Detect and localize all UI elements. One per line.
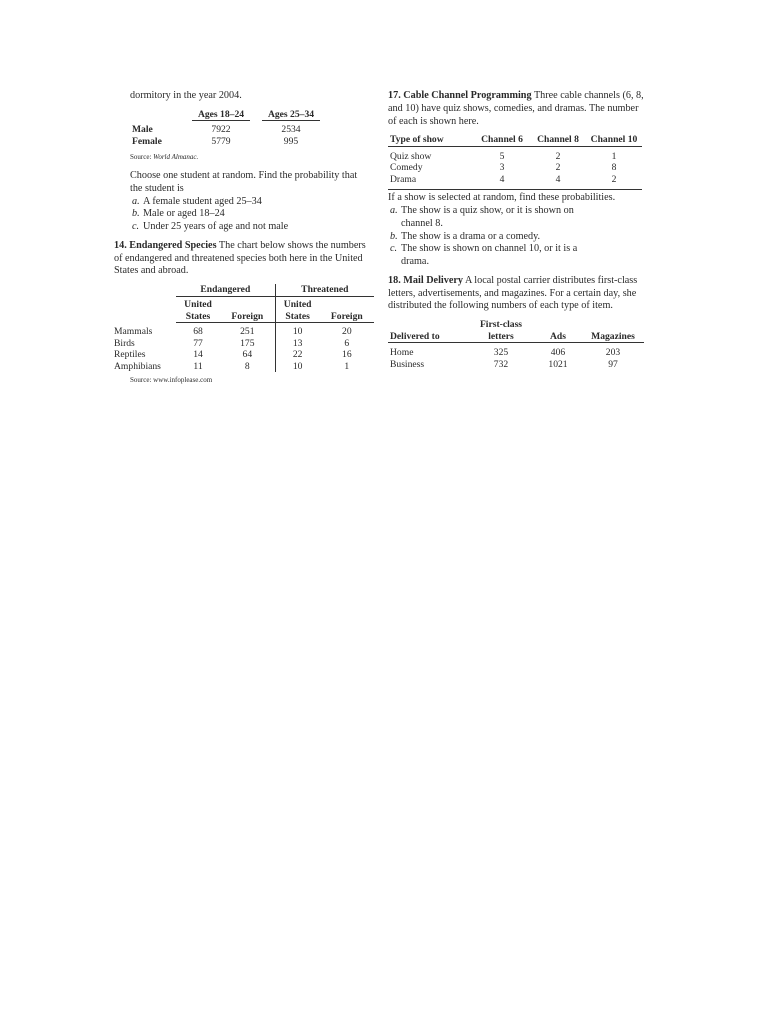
q13-prompt: Choose one student at random. Find the probability that the student is [130, 170, 358, 194]
col-header: Channel 8 [530, 134, 586, 146]
q14-heading [114, 240, 370, 278]
question-number: 14. [114, 239, 127, 251]
table-cell: 10 [275, 323, 320, 338]
question-body: The chart below shows the numbers of endangered and threatened species both here in the United States and abroad. [114, 239, 366, 277]
row-label: Home [390, 347, 414, 358]
row-label: Quiz show [390, 150, 432, 162]
table-cell: 251 [240, 326, 255, 337]
row-label: Birds [114, 337, 135, 349]
table-cell: 8 [611, 162, 617, 174]
row-label: Business [390, 358, 425, 370]
sub-header: United States [275, 299, 320, 323]
row-label: Female [132, 135, 162, 147]
table-cell: 7922 [211, 124, 231, 136]
question-number: 17. [388, 90, 401, 101]
list-item: c. The show is shown on channel 10, or it is a drama. [390, 243, 578, 267]
question-title: Mail Delivery [403, 274, 463, 286]
right-column [388, 90, 644, 370]
table-cell: 203 [605, 347, 621, 358]
list-item: b. The show is a drama or a comedy. [390, 230, 541, 242]
group-header: Threatened [275, 284, 374, 296]
table-cell: 325 [493, 347, 509, 358]
q18-table [388, 319, 644, 370]
table-cell: 175 [240, 337, 255, 349]
table-cell: 5779 [211, 135, 231, 147]
table-cell: 5 [499, 150, 505, 162]
table-cell: 16 [342, 349, 352, 360]
q17-prompt: If a show is selected at random, find these probabilities. [388, 189, 642, 205]
table-cell: 4 [499, 173, 505, 185]
table-row [388, 359, 644, 371]
col-header: Channel 10 [586, 134, 642, 146]
list-item: a. A female student aged 25–34 [132, 195, 262, 207]
table-cell: 22 [275, 349, 320, 361]
q17-table [388, 134, 642, 185]
table-cell: 406 [550, 347, 566, 358]
q13-col-header: Ages 25–34 [262, 109, 320, 121]
table-cell: 68 [193, 326, 203, 337]
table-cell: 1021 [548, 358, 568, 370]
list-item: c. Under 25 years of age and not male [132, 221, 289, 232]
table-cell: 995 [283, 135, 299, 147]
table-row [388, 174, 642, 186]
source-prefix: Source: [130, 153, 154, 162]
question-title: Cable Channel Programming [403, 90, 532, 101]
table-cell: 2 [555, 150, 561, 162]
table-row [112, 338, 374, 350]
list-item: a. The show is a quiz show, or it is shown on channel 8. [390, 205, 574, 229]
col-header: Channel 6 [474, 134, 530, 146]
col-header: Magazines [582, 319, 644, 343]
table-cell: 64 [242, 349, 253, 360]
table-row [388, 146, 642, 162]
row-label: Comedy [390, 162, 423, 174]
table-cell: 13 [275, 338, 320, 350]
row-label: Mammals [114, 325, 153, 337]
table-cell: 97 [608, 358, 618, 370]
row-header: Delivered to [388, 319, 468, 343]
row-header: Type of show [388, 134, 474, 146]
table-cell: 8 [244, 360, 250, 372]
question-number: 18. [388, 274, 401, 286]
table-cell: 4 [555, 173, 561, 185]
question-body: A local postal carrier distributes first-class letters, advertisements, and magazines. For a certain day, she distributed the following numbers of each type of item. [388, 274, 638, 312]
row-label: Amphibians [114, 360, 161, 372]
table-cell: 6 [344, 337, 350, 349]
table-row [388, 162, 642, 174]
col-header: Ads [534, 319, 582, 343]
q13-col-header: Ages 18–24 [192, 109, 250, 121]
row-label: Drama [390, 173, 417, 185]
col-header: First-class letters [468, 319, 534, 343]
q13-table [130, 109, 320, 148]
table-cell: 11 [193, 360, 203, 372]
row-label: Male [132, 124, 153, 136]
table-cell: 3 [499, 162, 505, 174]
question-body: Three cable channels (6, 8, and 10) have quiz shows, comedies, and dramas. The number of each is shown here. [388, 90, 644, 127]
table-cell: 2 [611, 173, 617, 185]
table-cell: 1 [611, 150, 617, 162]
q14-source: Source: www.infoplease.com [130, 376, 213, 384]
table-cell: 14 [193, 349, 203, 360]
table-row [112, 323, 374, 338]
table-row [130, 124, 320, 136]
q14-table [112, 284, 374, 372]
table-row [112, 361, 374, 373]
source-name: World Almanac. [153, 153, 199, 162]
q18-heading [388, 275, 644, 313]
row-label: Reptiles [114, 349, 146, 360]
sub-header: United States [176, 299, 220, 323]
q13-intro: dormitory in the year 2004. [130, 90, 242, 101]
table-cell: 20 [342, 326, 352, 337]
left-column [114, 90, 370, 393]
list-item: b. Male or aged 18–24 [132, 208, 225, 220]
group-header: Endangered [176, 284, 275, 296]
question-title: Endangered Species [129, 239, 217, 251]
sub-header: Foreign [320, 299, 374, 323]
table-cell: 1 [344, 360, 350, 372]
table-cell: 2534 [281, 124, 301, 136]
q17-heading [388, 90, 644, 128]
table-row [130, 136, 320, 148]
table-cell: 10 [275, 361, 320, 373]
table-row [112, 349, 374, 361]
sub-header: Foreign [220, 299, 275, 323]
table-cell: 732 [493, 358, 509, 370]
q13-source [130, 153, 370, 162]
table-row [388, 343, 644, 359]
table-cell: 2 [555, 162, 561, 174]
table-cell: 77 [193, 337, 203, 349]
